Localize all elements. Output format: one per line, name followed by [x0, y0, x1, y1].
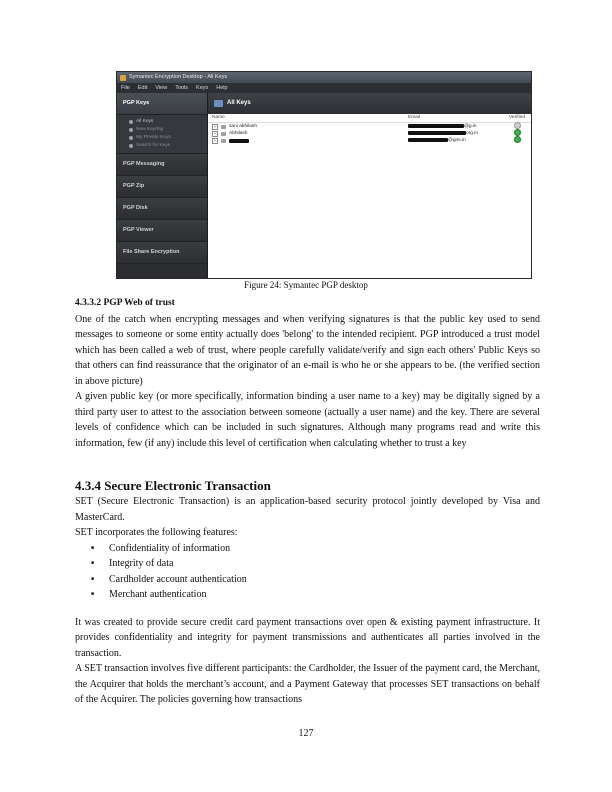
figure-caption: Figure 24: Symantec PGP desktop [244, 280, 368, 290]
table-row: + Abhilash org.in [208, 130, 531, 137]
redacted-email [408, 138, 448, 142]
sidebar-section-pgp-messaging: PGP Messaging [117, 154, 207, 176]
keyring-icon [129, 128, 133, 132]
feature-list [75, 541, 540, 603]
expand-icon: + [213, 138, 217, 143]
paragraph: SET incorporates the following features: [75, 527, 238, 538]
key-icon [221, 125, 226, 129]
keys-table-header [208, 114, 531, 123]
unverified-icon [514, 122, 521, 129]
list-item: ■ Cardholder account authentication [75, 572, 540, 588]
sidebar-item-my-private-keys: My Private Keys [129, 134, 207, 142]
column-name: Name [212, 115, 225, 120]
sidebar-item-new-keyring: New Keyring [129, 126, 207, 134]
list-item: ■ Integrity of data [75, 556, 540, 572]
app-icon [120, 75, 126, 81]
page-number: 127 [298, 728, 314, 739]
column-email: Email [408, 115, 420, 120]
keys-icon [129, 120, 133, 124]
list-item: ■ Merchant authentication [75, 587, 540, 603]
sidebar [117, 93, 208, 278]
menu-view: View [155, 85, 168, 91]
window-title: Symantec Encryption Desktop - All Keys [129, 74, 228, 80]
key-name: Abhilash [229, 131, 248, 136]
paragraph: SET (Secure Electronic Transaction) is an application-based security protocol jointly developed by Visa and MasterCard. [75, 496, 540, 523]
list-item: ■ Confidentiality of information [75, 541, 540, 557]
pgp-web-of-trust-section [75, 296, 540, 451]
sidebar-section-pgp-zip: PGP Zip [117, 176, 207, 198]
sidebar-subitems [117, 115, 207, 154]
set-section [75, 478, 540, 708]
menu-keys: Keys [196, 85, 209, 91]
menu-file: File [121, 85, 130, 91]
window-titlebar [117, 72, 531, 83]
private-key-icon [129, 136, 133, 140]
paragraph: It was created to provide secure credit card payment transactions over open & existing payment infrastructure. It provides confidentiality and integrity for payment transmissions and authenticates all parties involved in the transaction. [75, 616, 540, 659]
section-heading: 4.3.4 Secure Electronic Transaction [75, 478, 271, 493]
pgp-desktop-screenshot [116, 71, 532, 279]
menu-help: Help [216, 85, 228, 91]
expand-icon: + [213, 124, 217, 129]
table-row: + sani abhilash @g.in [208, 123, 531, 130]
keys-panel [208, 93, 531, 278]
menu-bar [117, 83, 531, 93]
key-icon [221, 132, 226, 136]
paragraph: A SET transaction involves five different participants: the Cardholder, the Issuer of the payment card, the Merchant, the Acquirer that holds the merchant’s account, and a Payment Gateway that processes SET transactions on behalf of the Acquirer. The policies governing how transactions [75, 663, 540, 705]
key-icon [221, 139, 226, 143]
verified-icon [514, 136, 521, 143]
paragraph: One of the catch when encrypting messages and when verifying signatures is that the public key used to send messages to someone or some entity actually does 'belong' to the intended recipient. PGP introduced a trust model which has been called a web of trust, where people carefully validate/verify and sign each others' Public Keys so that others can find reassurance that the originator of an e-mail is who he or she appears to be. (the verified section in above picture) [75, 313, 540, 387]
sidebar-item-search-keys: Search for Keys [129, 142, 207, 150]
sidebar-section-file-share-encryption: File Share Encryption [117, 242, 207, 264]
key-name: sani abhilash [229, 124, 258, 129]
keys-icon [214, 100, 223, 107]
sidebar-item-all-keys: All Keys [129, 118, 207, 126]
column-verified: Verified [509, 115, 525, 120]
sidebar-section-pgp-disk: PGP Disk [117, 198, 207, 220]
menu-edit: Edit [137, 85, 148, 91]
redacted-email [408, 131, 466, 135]
paragraph: A given public key (or more specifically, information binding a user name to a key) may be digitally signed by a third party user to attest to the association between someone (actually a user name) and the key. There are several levels of confidence which can be included in such signatures. Although many programs read and write this information, few (if any) include this level of certification when calculating whether to trust a key [75, 391, 540, 449]
panel-title: All Keys [227, 100, 251, 106]
redacted-name [229, 139, 249, 143]
section-heading: 4.3.3.2 PGP Web of trust [75, 298, 175, 308]
expand-icon: + [213, 131, 217, 136]
redacted-email [408, 124, 464, 128]
sidebar-section-pgp-viewer: PGP Viewer [117, 220, 207, 242]
search-icon [129, 144, 133, 148]
verified-icon [514, 129, 521, 136]
menu-tools: Tools [175, 85, 189, 91]
panel-header [208, 93, 531, 114]
table-row: + @gmi.in [208, 137, 531, 144]
sidebar-section-pgp-keys: PGP Keys [117, 93, 207, 115]
